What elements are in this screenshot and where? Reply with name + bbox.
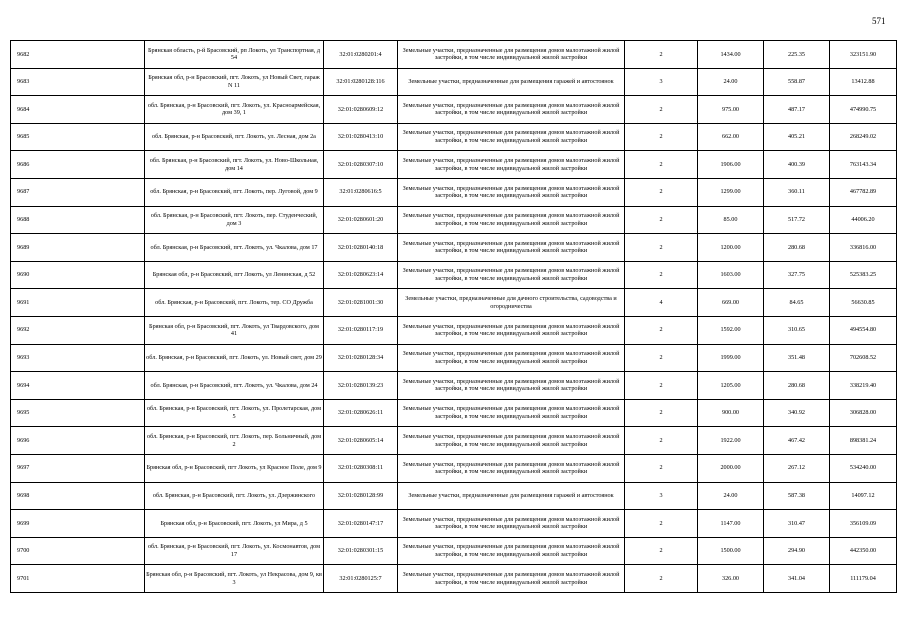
area-cell: 1603.00 bbox=[698, 261, 764, 289]
table-row bbox=[11, 123, 897, 151]
group-cell: 2 bbox=[625, 123, 698, 151]
group-cell: 2 bbox=[625, 399, 698, 427]
address-cell: обл. Брянская, р-н Брасовский, пгт. Локоть, пер. Студенческий, дом 3 bbox=[145, 206, 324, 234]
row-number-cell: 9701 bbox=[11, 565, 145, 593]
row-number-cell: 9686 bbox=[11, 151, 145, 179]
page-number: 571 bbox=[872, 16, 886, 26]
land-use-cell: Земельные участки, предназначенные для размещения домов малоэтажной жилой застройки, в том числе индивидуальной жилой застройки bbox=[398, 41, 625, 69]
row-number-cell: 9698 bbox=[11, 482, 145, 510]
area-cell: 1906.00 bbox=[698, 151, 764, 179]
cadastral-number-cell: 32:01:0280128:34 bbox=[324, 344, 398, 372]
row-number-cell: 9693 bbox=[11, 344, 145, 372]
rate-cell: 405.21 bbox=[764, 123, 830, 151]
row-number-cell: 9685 bbox=[11, 123, 145, 151]
area-cell: 1999.00 bbox=[698, 344, 764, 372]
cadastral-number-cell: 32:01:0280308:11 bbox=[324, 454, 398, 482]
cadastral-value-cell: 44006.20 bbox=[830, 206, 897, 234]
table-row bbox=[11, 565, 897, 593]
rate-cell: 351.48 bbox=[764, 344, 830, 372]
row-number-cell: 9688 bbox=[11, 206, 145, 234]
address-cell: обл. Брянская, р-н Брасовский, пгт. Локоть, ул. Чкалова, дом 17 bbox=[145, 234, 324, 262]
address-cell: Брянская обл, р-н Брасовский, пгт Локоть, ул Ленинская, д 52 bbox=[145, 261, 324, 289]
land-use-cell: Земельные участки, предназначенные для размещения гаражей и автостоянок bbox=[398, 482, 625, 510]
area-cell: 326.00 bbox=[698, 565, 764, 593]
cadastral-value-cell: 323151.90 bbox=[830, 41, 897, 69]
address-cell: обл. Брянская, р-н Брасовский, пгт. Локоть, ул. Красноармейская, дом 39, 1 bbox=[145, 96, 324, 124]
row-number-cell: 9694 bbox=[11, 372, 145, 400]
address-cell: Брянская обл, р-н Брасовский, пгт. Локоть, ул Новый Свет, гараж N 11 bbox=[145, 68, 324, 96]
rate-cell: 267.12 bbox=[764, 454, 830, 482]
cadastral-number-cell: 32:01:0280616:5 bbox=[324, 178, 398, 206]
cadastral-number-cell: 32:01:0280601:20 bbox=[324, 206, 398, 234]
cadastral-number-cell: 32:01:0280605:14 bbox=[324, 427, 398, 455]
cadastral-number-cell: 32:01:0280128:116 bbox=[324, 68, 398, 96]
land-use-cell: Земельные участки, предназначенные для размещения гаражей и автостоянок bbox=[398, 68, 625, 96]
cadastral-number-cell: 32:01:0280128:99 bbox=[324, 482, 398, 510]
rate-cell: 341.04 bbox=[764, 565, 830, 593]
area-cell: 2000.00 bbox=[698, 454, 764, 482]
area-cell: 975.00 bbox=[698, 96, 764, 124]
address-cell: обл. Брянская, р-н Брасовский, пгт. Локоть, ул. Ново-Школьная, дом 14 bbox=[145, 151, 324, 179]
cadastral-value-cell: 111179.04 bbox=[830, 565, 897, 593]
cadastral-number-cell: 32:01:0280201:4 bbox=[324, 41, 398, 69]
land-use-cell: Земельные участки, предназначенные для размещения домов малоэтажной жилой застройки, в том числе индивидуальной жилой застройки bbox=[398, 565, 625, 593]
group-cell: 2 bbox=[625, 454, 698, 482]
land-use-cell: Земельные участки, предназначенные для размещения домов малоэтажной жилой застройки, в том числе индивидуальной жилой застройки bbox=[398, 372, 625, 400]
address-cell: обл. Брянская, р-н Брасовский, пгт. Локоть, ул. Лесная, дом 2а bbox=[145, 123, 324, 151]
table-row bbox=[11, 482, 897, 510]
cadastral-value-cell: 56630.85 bbox=[830, 289, 897, 317]
area-cell: 24.00 bbox=[698, 482, 764, 510]
cadastral-number-cell: 32:01:0280623:14 bbox=[324, 261, 398, 289]
table-row bbox=[11, 510, 897, 538]
row-number-cell: 9699 bbox=[11, 510, 145, 538]
area-cell: 669.00 bbox=[698, 289, 764, 317]
table-row bbox=[11, 372, 897, 400]
row-number-cell: 9697 bbox=[11, 454, 145, 482]
land-use-cell: Земельные участки, предназначенные для размещения домов малоэтажной жилой застройки, в том числе индивидуальной жилой застройки bbox=[398, 537, 625, 565]
land-use-cell: Земельные участки, предназначенные для размещения домов малоэтажной жилой застройки, в том числе индивидуальной жилой застройки bbox=[398, 344, 625, 372]
rate-cell: 558.87 bbox=[764, 68, 830, 96]
land-plot-table bbox=[10, 40, 897, 593]
row-number-cell: 9683 bbox=[11, 68, 145, 96]
cadastral-number-cell: 32:01:0280117:19 bbox=[324, 316, 398, 344]
rate-cell: 340.92 bbox=[764, 399, 830, 427]
row-number-cell: 9689 bbox=[11, 234, 145, 262]
address-cell: обл. Брянская, р-н Брасовский, пгт. Локоть, ул. Пролетарская, дом 5 bbox=[145, 399, 324, 427]
group-cell: 4 bbox=[625, 289, 698, 317]
cadastral-value-cell: 474990.75 bbox=[830, 96, 897, 124]
table-body bbox=[11, 41, 897, 593]
row-number-cell: 9682 bbox=[11, 41, 145, 69]
group-cell: 2 bbox=[625, 178, 698, 206]
cadastral-value-cell: 534240.00 bbox=[830, 454, 897, 482]
cadastral-value-cell: 338219.40 bbox=[830, 372, 897, 400]
group-cell: 2 bbox=[625, 151, 698, 179]
cadastral-value-cell: 336816.00 bbox=[830, 234, 897, 262]
row-number-cell: 9691 bbox=[11, 289, 145, 317]
rate-cell: 310.47 bbox=[764, 510, 830, 538]
rate-cell: 360.11 bbox=[764, 178, 830, 206]
cadastral-value-cell: 14097.12 bbox=[830, 482, 897, 510]
address-cell: обл. Брянская, р-н Брасовский, пгт. Локоть, ул. Космонавтов, дом 17 bbox=[145, 537, 324, 565]
group-cell: 3 bbox=[625, 482, 698, 510]
table-row bbox=[11, 427, 897, 455]
cadastral-value-cell: 467782.89 bbox=[830, 178, 897, 206]
table-row bbox=[11, 68, 897, 96]
cadastral-value-cell: 763143.34 bbox=[830, 151, 897, 179]
cadastral-value-cell: 898381.24 bbox=[830, 427, 897, 455]
cadastral-value-cell: 356109.09 bbox=[830, 510, 897, 538]
cadastral-number-cell: 32:01:0281001:30 bbox=[324, 289, 398, 317]
address-cell: обл. Брянская, р-н Брасовский, пгт. Локоть, пер. Больничный, дом 2 bbox=[145, 427, 324, 455]
group-cell: 2 bbox=[625, 206, 698, 234]
area-cell: 1200.00 bbox=[698, 234, 764, 262]
row-number-cell: 9684 bbox=[11, 96, 145, 124]
cadastral-number-cell: 32:01:0280140:18 bbox=[324, 234, 398, 262]
address-cell: обл. Брянская, р-н Брасовский, пгт. Локоть, тер. СО Дружба bbox=[145, 289, 324, 317]
cadastral-number-cell: 32:01:0280147:17 bbox=[324, 510, 398, 538]
table-row bbox=[11, 537, 897, 565]
area-cell: 1592.00 bbox=[698, 316, 764, 344]
address-cell: обл. Брянская, р-н Брасовский, пгт. Локоть, ул. Чкалова, дом 24 bbox=[145, 372, 324, 400]
land-use-cell: Земельные участки, предназначенные для размещения домов малоэтажной жилой застройки, в том числе индивидуальной жилой застройки bbox=[398, 399, 625, 427]
land-use-cell: Земельные участки, предназначенные для размещения домов малоэтажной жилой застройки, в том числе индивидуальной жилой застройки bbox=[398, 178, 625, 206]
cadastral-number-cell: 32:01:0280139:23 bbox=[324, 372, 398, 400]
land-use-cell: Земельные участки, предназначенные для размещения домов малоэтажной жилой застройки, в том числе индивидуальной жилой застройки bbox=[398, 454, 625, 482]
area-cell: 1500.00 bbox=[698, 537, 764, 565]
table-row bbox=[11, 316, 897, 344]
rate-cell: 225.35 bbox=[764, 41, 830, 69]
group-cell: 2 bbox=[625, 261, 698, 289]
table-row bbox=[11, 399, 897, 427]
row-number-cell: 9695 bbox=[11, 399, 145, 427]
address-cell: Брянская область, р-й Брасовский, рп Локоть, ул Транспортная, д 54 bbox=[145, 41, 324, 69]
group-cell: 3 bbox=[625, 68, 698, 96]
area-cell: 1147.00 bbox=[698, 510, 764, 538]
cadastral-value-cell: 494554.80 bbox=[830, 316, 897, 344]
group-cell: 2 bbox=[625, 344, 698, 372]
land-use-cell: Земельные участки, предназначенные для размещения домов малоэтажной жилой застройки, в том числе индивидуальной жилой застройки bbox=[398, 234, 625, 262]
area-cell: 1434.00 bbox=[698, 41, 764, 69]
table-row bbox=[11, 41, 897, 69]
group-cell: 2 bbox=[625, 41, 698, 69]
rate-cell: 310.65 bbox=[764, 316, 830, 344]
address-cell: Брянская обл, р-н Брасовский, пгт Локоть, ул Красное Поле, дом 9 bbox=[145, 454, 324, 482]
table-row bbox=[11, 261, 897, 289]
land-use-cell: Земельные участки, предназначенные для размещения домов малоэтажной жилой застройки, в том числе индивидуальной жилой застройки bbox=[398, 151, 625, 179]
table-row bbox=[11, 454, 897, 482]
area-cell: 85.00 bbox=[698, 206, 764, 234]
land-use-cell: Земельные участки, предназначенные для размещения домов малоэтажной жилой застройки, в том числе индивидуальной жилой застройки bbox=[398, 510, 625, 538]
area-cell: 1205.00 bbox=[698, 372, 764, 400]
land-use-cell: Земельные участки, предназначенные для размещения домов малоэтажной жилой застройки, в том числе индивидуальной жилой застройки bbox=[398, 96, 625, 124]
cadastral-value-cell: 13412.88 bbox=[830, 68, 897, 96]
group-cell: 2 bbox=[625, 565, 698, 593]
group-cell: 2 bbox=[625, 510, 698, 538]
rate-cell: 587.38 bbox=[764, 482, 830, 510]
land-use-cell: Земельные участки, предназначенные для размещения домов малоэтажной жилой застройки, в том числе индивидуальной жилой застройки bbox=[398, 261, 625, 289]
address-cell: обл. Брянская, р-н Брасовский, пгт. Локоть, ул. Новый свет, дом 29 bbox=[145, 344, 324, 372]
table-row bbox=[11, 96, 897, 124]
land-use-cell: Земельные участки, предназначенные для размещения домов малоэтажной жилой застройки, в том числе индивидуальной жилой застройки bbox=[398, 316, 625, 344]
group-cell: 2 bbox=[625, 316, 698, 344]
rate-cell: 294.90 bbox=[764, 537, 830, 565]
row-number-cell: 9696 bbox=[11, 427, 145, 455]
rate-cell: 487.17 bbox=[764, 96, 830, 124]
rate-cell: 280.68 bbox=[764, 372, 830, 400]
cadastral-number-cell: 32:01:0280609:12 bbox=[324, 96, 398, 124]
cadastral-value-cell: 306828.00 bbox=[830, 399, 897, 427]
group-cell: 2 bbox=[625, 234, 698, 262]
row-number-cell: 9692 bbox=[11, 316, 145, 344]
land-use-cell: Земельные участки, предназначенные для дачного строительства, садоводства и огородничества bbox=[398, 289, 625, 317]
address-cell: обл. Брянская, р-н Брасовский, пгт. Локоть, пер. Луговой, дом 9 bbox=[145, 178, 324, 206]
row-number-cell: 9700 bbox=[11, 537, 145, 565]
cadastral-value-cell: 702608.52 bbox=[830, 344, 897, 372]
rate-cell: 280.68 bbox=[764, 234, 830, 262]
area-cell: 1299.00 bbox=[698, 178, 764, 206]
area-cell: 24.00 bbox=[698, 68, 764, 96]
rate-cell: 517.72 bbox=[764, 206, 830, 234]
cadastral-number-cell: 32:01:0280307:10 bbox=[324, 151, 398, 179]
land-use-cell: Земельные участки, предназначенные для размещения домов малоэтажной жилой застройки, в том числе индивидуальной жилой застройки bbox=[398, 206, 625, 234]
group-cell: 2 bbox=[625, 427, 698, 455]
cadastral-number-cell: 32:01:0280125:7 bbox=[324, 565, 398, 593]
rate-cell: 467.42 bbox=[764, 427, 830, 455]
rate-cell: 84.65 bbox=[764, 289, 830, 317]
address-cell: Брянская обл, р-н Брасовский, пгт. Локоть, ул Твардовского, дом 41 bbox=[145, 316, 324, 344]
land-use-cell: Земельные участки, предназначенные для размещения домов малоэтажной жилой застройки, в том числе индивидуальной жилой застройки bbox=[398, 123, 625, 151]
group-cell: 2 bbox=[625, 372, 698, 400]
address-cell: Брянская обл, р-н Брасовский, пгт. Локоть, ул Некрасова, дом 9, кв 3 bbox=[145, 565, 324, 593]
area-cell: 900.00 bbox=[698, 399, 764, 427]
table-row bbox=[11, 234, 897, 262]
table-row bbox=[11, 151, 897, 179]
cadastral-value-cell: 525383.25 bbox=[830, 261, 897, 289]
table-row bbox=[11, 206, 897, 234]
table-row bbox=[11, 344, 897, 372]
row-number-cell: 9690 bbox=[11, 261, 145, 289]
group-cell: 2 bbox=[625, 537, 698, 565]
cadastral-number-cell: 32:01:0280301:15 bbox=[324, 537, 398, 565]
area-cell: 1922.00 bbox=[698, 427, 764, 455]
cadastral-number-cell: 32:01:0280626:11 bbox=[324, 399, 398, 427]
cadastral-number-cell: 32:01:0280413:10 bbox=[324, 123, 398, 151]
table-row bbox=[11, 289, 897, 317]
address-cell: Брянская обл, р-н Брасовский, пгт. Локоть, ул Мира, д 5 bbox=[145, 510, 324, 538]
rate-cell: 327.75 bbox=[764, 261, 830, 289]
cadastral-value-cell: 442350.00 bbox=[830, 537, 897, 565]
table-row bbox=[11, 178, 897, 206]
group-cell: 2 bbox=[625, 96, 698, 124]
row-number-cell: 9687 bbox=[11, 178, 145, 206]
cadastral-value-cell: 268249.02 bbox=[830, 123, 897, 151]
area-cell: 662.00 bbox=[698, 123, 764, 151]
address-cell: обл. Брянская, р-н Брасовский, пгт. Локоть, ул. Дзержинского bbox=[145, 482, 324, 510]
land-use-cell: Земельные участки, предназначенные для размещения домов малоэтажной жилой застройки, в том числе индивидуальной жилой застройки bbox=[398, 427, 625, 455]
rate-cell: 400.39 bbox=[764, 151, 830, 179]
